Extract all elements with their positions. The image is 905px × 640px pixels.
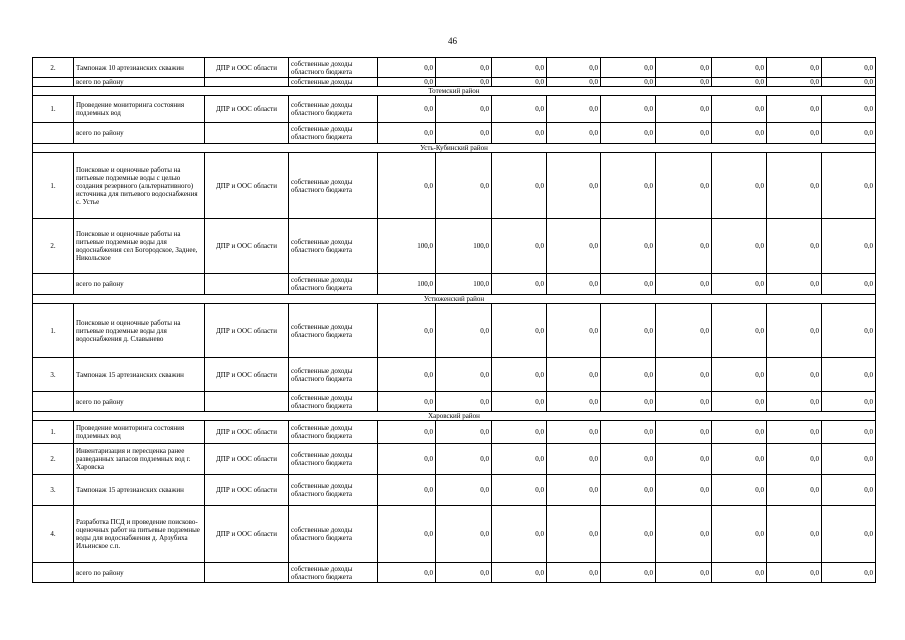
executor: ДПР и ООС области: [205, 58, 289, 78]
row-number: [33, 392, 74, 412]
table-row: [33, 444, 876, 475]
amount-cell: 0,0: [656, 153, 712, 219]
amount-cell: 0,0: [767, 96, 822, 123]
amount-cell: 0,0: [547, 304, 601, 358]
amount-cell: 0,0: [436, 563, 492, 583]
activity-name: Инвентаризация и пересценка ранее разведанных запасов подземных вод г. Харовска: [74, 444, 205, 475]
amount-cell: 0,0: [712, 358, 767, 392]
amount-cell: 0,0: [767, 274, 822, 295]
amount-cell: 100,0: [436, 274, 492, 295]
budget-table: [32, 57, 876, 583]
amount-cell: 0,0: [492, 563, 547, 583]
district-name: Усть-Кубинский район: [33, 144, 876, 153]
amount-cell: 0,0: [436, 421, 492, 444]
amount-cell: 0,0: [712, 58, 767, 78]
amount-cell: 0,0: [822, 506, 876, 563]
row-number: 3.: [33, 358, 74, 392]
amount-cell: 100,0: [378, 219, 436, 274]
amount-cell: 0,0: [712, 78, 767, 87]
row-number: 1.: [33, 421, 74, 444]
executor: [205, 123, 289, 144]
amount-cell: 0,0: [601, 475, 656, 506]
amount-cell: 0,0: [712, 506, 767, 563]
table-row: [33, 421, 876, 444]
table-row: [33, 219, 876, 274]
amount-cell: 0,0: [436, 304, 492, 358]
activity-name: всего по району: [74, 123, 205, 144]
activity-name: всего по району: [74, 274, 205, 295]
amount-cell: 0,0: [656, 58, 712, 78]
amount-cell: 0,0: [492, 123, 547, 144]
amount-cell: 0,0: [822, 475, 876, 506]
activity-name: всего по району: [74, 392, 205, 412]
row-number: 3.: [33, 475, 74, 506]
amount-cell: 0,0: [656, 358, 712, 392]
row-number: 1.: [33, 153, 74, 219]
amount-cell: 0,0: [822, 219, 876, 274]
row-number: [33, 274, 74, 295]
amount-cell: 0,0: [822, 123, 876, 144]
table-row: [33, 358, 876, 392]
amount-cell: 0,0: [767, 506, 822, 563]
amount-cell: 0,0: [712, 274, 767, 295]
amount-cell: 0,0: [378, 153, 436, 219]
amount-cell: 0,0: [712, 563, 767, 583]
amount-cell: 0,0: [822, 96, 876, 123]
table-row: [33, 153, 876, 219]
amount-cell: 0,0: [712, 123, 767, 144]
amount-cell: 0,0: [767, 358, 822, 392]
funding-source: собственные доходы областного бюджета: [289, 475, 378, 506]
amount-cell: 0,0: [547, 506, 601, 563]
amount-cell: 0,0: [547, 274, 601, 295]
amount-cell: 0,0: [822, 392, 876, 412]
amount-cell: 0,0: [601, 123, 656, 144]
district-row: [33, 295, 876, 304]
executor: ДПР и ООС области: [205, 506, 289, 563]
amount-cell: 0,0: [767, 421, 822, 444]
amount-cell: 0,0: [601, 58, 656, 78]
amount-cell: 0,0: [547, 444, 601, 475]
amount-cell: 0,0: [712, 304, 767, 358]
amount-cell: 0,0: [601, 358, 656, 392]
activity-name: Проведение мониторинга состояния подземных вод: [74, 96, 205, 123]
amount-cell: 0,0: [436, 96, 492, 123]
activity-name: всего по району: [74, 563, 205, 583]
amount-cell: 0,0: [601, 563, 656, 583]
funding-source: собственные доходы: [289, 78, 378, 87]
amount-cell: 0,0: [656, 219, 712, 274]
funding-source: собственные доходы областного бюджета: [289, 123, 378, 144]
amount-cell: 0,0: [378, 506, 436, 563]
executor: [205, 563, 289, 583]
amount-cell: 0,0: [492, 506, 547, 563]
amount-cell: 0,0: [436, 153, 492, 219]
amount-cell: 0,0: [547, 219, 601, 274]
activity-name: всего по району: [74, 78, 205, 87]
amount-cell: 0,0: [547, 153, 601, 219]
funding-source: собственные доходы областного бюджета: [289, 392, 378, 412]
amount-cell: 0,0: [378, 563, 436, 583]
amount-cell: 0,0: [767, 444, 822, 475]
table-row: [33, 475, 876, 506]
district-total-row: [33, 563, 876, 583]
district-total-row: [33, 78, 876, 87]
amount-cell: 0,0: [712, 96, 767, 123]
activity-name: Поисковые и оценочные работы на питьевые подземные воды для водоснабжения сел Богородское, Заднее, Никольское: [74, 219, 205, 274]
executor: [205, 392, 289, 412]
amount-cell: 0,0: [767, 153, 822, 219]
row-number: 1.: [33, 304, 74, 358]
amount-cell: 0,0: [656, 304, 712, 358]
activity-name: Тампонаж 10 артезианских скважин: [74, 58, 205, 78]
row-number: 1.: [33, 96, 74, 123]
executor: ДПР и ООС области: [205, 421, 289, 444]
table-row: [33, 96, 876, 123]
district-row: [33, 412, 876, 421]
amount-cell: 0,0: [601, 274, 656, 295]
amount-cell: 0,0: [492, 421, 547, 444]
amount-cell: 0,0: [767, 304, 822, 358]
funding-source: собственные доходы областного бюджета: [289, 219, 378, 274]
amount-cell: 0,0: [492, 274, 547, 295]
amount-cell: 0,0: [378, 475, 436, 506]
district-total-row: [33, 274, 876, 295]
executor: [205, 274, 289, 295]
amount-cell: 0,0: [767, 475, 822, 506]
amount-cell: 0,0: [712, 444, 767, 475]
amount-cell: 0,0: [822, 444, 876, 475]
activity-name: Разработка ПСД и проведение поисково-оценочных работ на питьевые подземные воды для водоснабжения д. Арзубиха Ильинское с.п.: [74, 506, 205, 563]
amount-cell: 0,0: [767, 392, 822, 412]
amount-cell: 0,0: [601, 304, 656, 358]
activity-name: Тампонаж 15 артезианских скважин: [74, 358, 205, 392]
amount-cell: 0,0: [436, 358, 492, 392]
district-name: Харовский район: [33, 412, 876, 421]
amount-cell: 0,0: [436, 475, 492, 506]
district-row: [33, 87, 876, 96]
amount-cell: 0,0: [378, 444, 436, 475]
amount-cell: 0,0: [712, 219, 767, 274]
amount-cell: 0,0: [656, 274, 712, 295]
executor: ДПР и ООС области: [205, 475, 289, 506]
amount-cell: 100,0: [436, 219, 492, 274]
funding-source: собственные доходы областного бюджета: [289, 444, 378, 475]
row-number: 2.: [33, 219, 74, 274]
amount-cell: 0,0: [601, 78, 656, 87]
amount-cell: 0,0: [656, 506, 712, 563]
amount-cell: 0,0: [656, 96, 712, 123]
amount-cell: 0,0: [656, 444, 712, 475]
amount-cell: 0,0: [547, 563, 601, 583]
activity-name: Поисковые и оценочные работы на питьевые подземные воды с целью создания резервного (альтернативного) источника для питьевого водоснабжения с. Устье: [74, 153, 205, 219]
row-number: [33, 563, 74, 583]
district-total-row: [33, 123, 876, 144]
funding-source: собственные доходы областного бюджета: [289, 274, 378, 295]
row-number: 4.: [33, 506, 74, 563]
amount-cell: 0,0: [378, 358, 436, 392]
amount-cell: 0,0: [378, 58, 436, 78]
amount-cell: 0,0: [767, 123, 822, 144]
amount-cell: 0,0: [767, 563, 822, 583]
amount-cell: 0,0: [436, 78, 492, 87]
amount-cell: 0,0: [656, 78, 712, 87]
district-row: [33, 144, 876, 153]
amount-cell: 0,0: [436, 444, 492, 475]
amount-cell: 0,0: [378, 78, 436, 87]
amount-cell: 0,0: [822, 153, 876, 219]
amount-cell: 0,0: [712, 153, 767, 219]
amount-cell: 0,0: [547, 358, 601, 392]
amount-cell: 0,0: [547, 475, 601, 506]
funding-source: собственные доходы областного бюджета: [289, 358, 378, 392]
amount-cell: 0,0: [822, 58, 876, 78]
amount-cell: 0,0: [601, 392, 656, 412]
executor: ДПР и ООС области: [205, 219, 289, 274]
amount-cell: 0,0: [547, 78, 601, 87]
amount-cell: 0,0: [656, 123, 712, 144]
amount-cell: 0,0: [656, 475, 712, 506]
amount-cell: 0,0: [547, 392, 601, 412]
funding-source: собственные доходы областного бюджета: [289, 304, 378, 358]
district-name: Устюженский район: [33, 295, 876, 304]
funding-source: собственные доходы областного бюджета: [289, 506, 378, 563]
amount-cell: 0,0: [767, 219, 822, 274]
amount-cell: 0,0: [712, 421, 767, 444]
table-row: [33, 506, 876, 563]
amount-cell: 0,0: [436, 123, 492, 144]
row-number: 2.: [33, 444, 74, 475]
amount-cell: 0,0: [656, 563, 712, 583]
amount-cell: 0,0: [601, 96, 656, 123]
amount-cell: 0,0: [822, 421, 876, 444]
amount-cell: 0,0: [492, 58, 547, 78]
amount-cell: 0,0: [767, 58, 822, 78]
amount-cell: 0,0: [547, 96, 601, 123]
amount-cell: 0,0: [822, 78, 876, 87]
amount-cell: 0,0: [601, 421, 656, 444]
amount-cell: 0,0: [436, 392, 492, 412]
amount-cell: 0,0: [601, 153, 656, 219]
activity-name: Поисковые и оценочные работы на питьевые подземные воды для водоснабжения д. Славынево: [74, 304, 205, 358]
table-body: [33, 58, 876, 583]
executor: ДПР и ООС области: [205, 358, 289, 392]
table-row: [33, 58, 876, 78]
amount-cell: 0,0: [378, 96, 436, 123]
executor: [205, 78, 289, 87]
amount-cell: 0,0: [378, 421, 436, 444]
amount-cell: 0,0: [822, 304, 876, 358]
amount-cell: 0,0: [656, 392, 712, 412]
amount-cell: 0,0: [822, 358, 876, 392]
amount-cell: 0,0: [492, 96, 547, 123]
amount-cell: 0,0: [601, 219, 656, 274]
funding-source: собственные доходы областного бюджета: [289, 563, 378, 583]
funding-source: собственные доходы областного бюджета: [289, 96, 378, 123]
amount-cell: 0,0: [712, 392, 767, 412]
amount-cell: 0,0: [492, 358, 547, 392]
amount-cell: 0,0: [822, 274, 876, 295]
amount-cell: 0,0: [492, 78, 547, 87]
amount-cell: 0,0: [436, 506, 492, 563]
funding-source: собственные доходы областного бюджета: [289, 58, 378, 78]
executor: ДПР и ООС области: [205, 444, 289, 475]
amount-cell: 0,0: [492, 219, 547, 274]
amount-cell: 0,0: [656, 421, 712, 444]
district-total-row: [33, 392, 876, 412]
amount-cell: 0,0: [378, 123, 436, 144]
amount-cell: 0,0: [547, 58, 601, 78]
amount-cell: 0,0: [492, 153, 547, 219]
amount-cell: 0,0: [492, 304, 547, 358]
amount-cell: 0,0: [601, 506, 656, 563]
amount-cell: 100,0: [378, 274, 436, 295]
row-number: [33, 78, 74, 87]
executor: ДПР и ООС области: [205, 153, 289, 219]
amount-cell: 0,0: [492, 475, 547, 506]
amount-cell: 0,0: [378, 304, 436, 358]
amount-cell: 0,0: [712, 475, 767, 506]
amount-cell: 0,0: [601, 444, 656, 475]
amount-cell: 0,0: [492, 444, 547, 475]
executor: ДПР и ООС области: [205, 304, 289, 358]
amount-cell: 0,0: [547, 421, 601, 444]
activity-name: Тампонаж 15 артезианских скважин: [74, 475, 205, 506]
page-number: 46: [448, 36, 457, 46]
amount-cell: 0,0: [492, 392, 547, 412]
funding-source: собственные доходы областного бюджета: [289, 421, 378, 444]
district-name: Тотемский район: [33, 87, 876, 96]
activity-name: Проведение мониторинга состояния подземных вод: [74, 421, 205, 444]
table-row: [33, 304, 876, 358]
amount-cell: 0,0: [378, 392, 436, 412]
funding-source: собственные доходы областного бюджета: [289, 153, 378, 219]
amount-cell: 0,0: [436, 58, 492, 78]
row-number: [33, 123, 74, 144]
amount-cell: 0,0: [767, 78, 822, 87]
amount-cell: 0,0: [547, 123, 601, 144]
amount-cell: 0,0: [822, 563, 876, 583]
executor: ДПР и ООС области: [205, 96, 289, 123]
row-number: 2.: [33, 58, 74, 78]
